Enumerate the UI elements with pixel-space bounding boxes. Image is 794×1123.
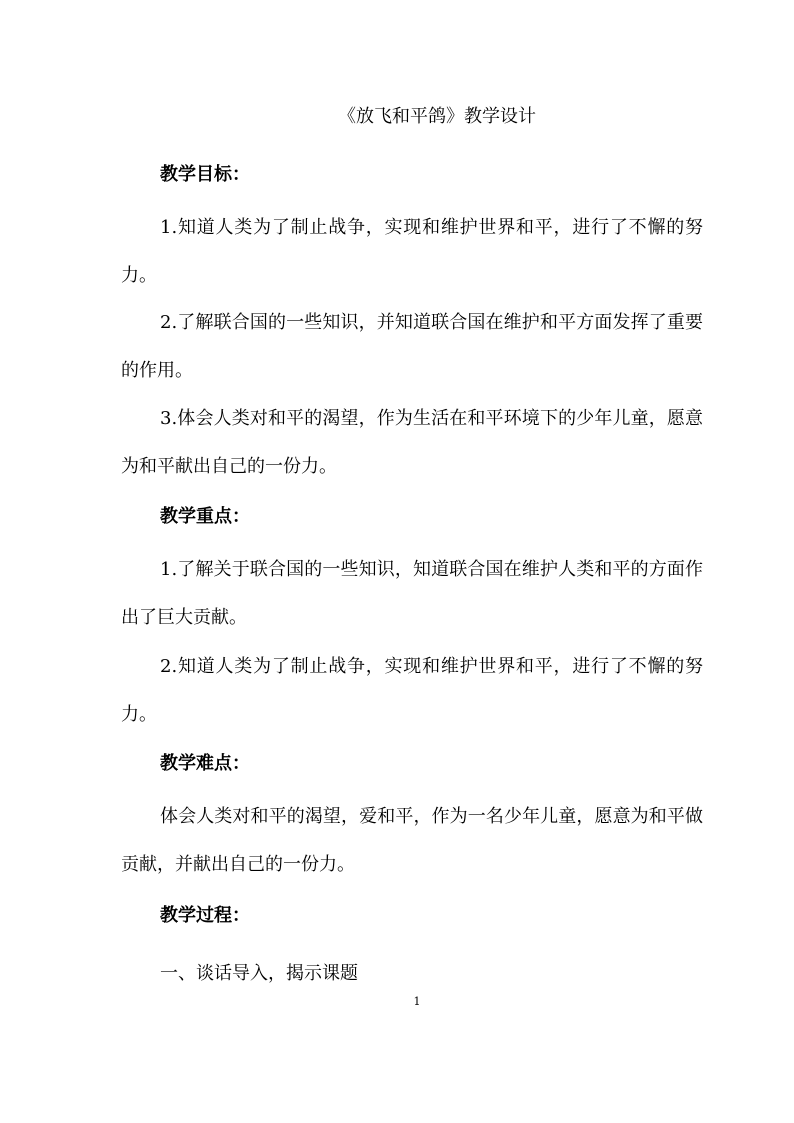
process-step-1: 一、谈话导入，揭示课题 [160, 963, 358, 984]
difficulties-heading: 教学难点： [160, 753, 250, 774]
objective-item-1: 1.知道人类为了制止战争，实现和维护世界和平，进行了不懈的努力。 [121, 217, 703, 286]
difficulties-text: 体会人类对和平的渴望，爱和平，作为一名少年儿童，愿意为和平做贡献，并献出自己的一份力。 [121, 806, 703, 875]
page-number: 1 [413, 995, 421, 1008]
key-points-heading: 教学重点： [160, 506, 250, 527]
process-heading: 教学过程： [160, 905, 250, 926]
key-point-item-1: 1.了解关于联合国的一些知识，知道联合国在维护人类和平的方面作出了巨大贡献。 [121, 559, 703, 628]
objective-item-2: 2.了解联合国的一些知识，并知道联合国在维护和平方面发挥了重要的作用。 [121, 312, 703, 381]
objectives-heading: 教学目标： [160, 164, 250, 185]
objective-item-3: 3.体会人类对和平的渴望，作为生活在和平环境下的少年儿童，愿意为和平献出自己的一份力。 [121, 408, 703, 477]
document-title: 《放飞和平鸽》教学设计 [338, 106, 536, 127]
key-point-item-2: 2.知道人类为了制止战争，实现和维护世界和平，进行了不懈的努力。 [121, 656, 703, 725]
